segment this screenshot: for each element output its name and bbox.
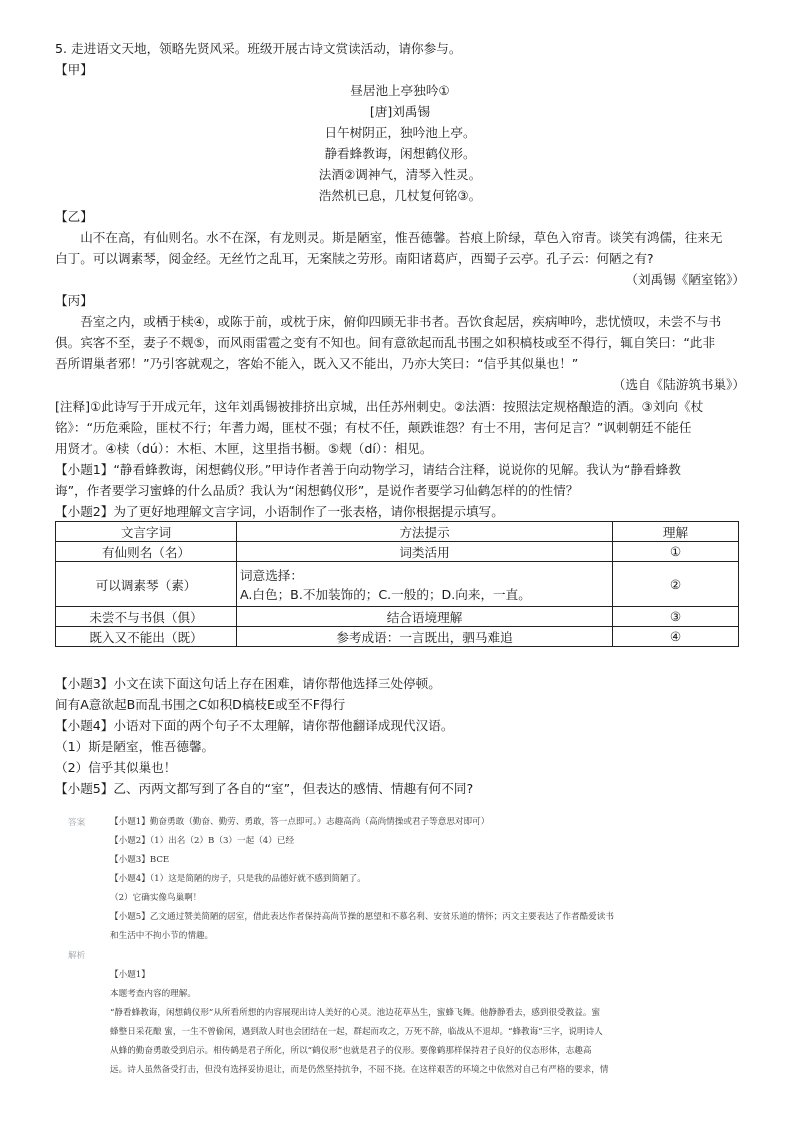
analysis-line: 本题考查内容的理解。 — [110, 989, 196, 999]
yi-text-line: 白丁。可以调素琴，阅金经。无丝竹之乱耳，无案牍之劳形。南阳诸葛庐，西蜀子云亭。孔子云：何陋之有? — [55, 251, 654, 266]
table-cell-word: 未尝不与书俱（俱） — [56, 607, 237, 627]
analysis-line: “静看蜂教诲，闲想鹤仪形”从所看所想的内容展现出诗人美好的心灵。池边花草丛生，蜜蜂飞舞。他静静看去，感到很受教益。蜜 — [110, 1008, 601, 1018]
answer-line: 【小题3】BCE — [110, 855, 170, 865]
table-cell-answer: ④ — [613, 627, 739, 647]
table-row — [56, 562, 739, 607]
question-2: 【小题2】为了更好地理解文言字词，小语制作了一张表格，请你根据提示填写。 — [55, 504, 504, 519]
analysis-line: 从蜂的勤奋勇敢受到启示。相传鹤是君子所化，所以“鹤仪形”也就是君子的仪形。要像鹤那样保持君子良好的仪态形体，志趣高 — [110, 1046, 592, 1056]
question-1-line: 诲”，作者要学习蜜蜂的什么品质？我认为“闲想鹤仪形”，是说作者要学习仙鹤怎样的的性情？ — [55, 483, 579, 498]
poem-line: 浩然机已息，几杖复何铭③。 — [318, 188, 482, 203]
poem-author: [唐]刘禹锡 — [369, 104, 431, 119]
notes-line: 用贤才。④椟（dú）：木柜、木匣，这里指书橱。⑤觌（dí）：相见。 — [55, 441, 433, 456]
table-cell-word: 有仙则名（名） — [56, 542, 237, 562]
table-cell-word: 既入又不能出（既） — [56, 627, 237, 647]
table-cell-answer: ③ — [613, 607, 739, 627]
yi-source: （刘禹锡《陋室铭》） — [625, 272, 745, 287]
table-header: 理解 — [613, 522, 739, 542]
analysis-label: 解析 — [68, 951, 86, 961]
table-cell-word: 可以调素琴（素） — [56, 562, 237, 607]
question-4-item: （2）信乎其似巢也！ — [55, 760, 177, 775]
yi-text-line: 山不在高，有仙则名。水不在深，有龙则灵。斯是陋室，惟吾德馨。苔痕上阶绿，草色入帘青。谈笑有鸿儒，往来无 — [80, 230, 723, 245]
question-3: 【小题3】小文在读下面这句话上存在困难，请你帮他选择三处停顿。 — [55, 676, 441, 691]
vocab-table — [55, 521, 739, 647]
analysis-line: 【小题1】 — [110, 970, 150, 980]
answer-line: 【小题5】乙文通过赞美简陋的居室，借此表达作者保持高尚节操的愿望和不慕名利、安贫乐道的情怀；丙文主要表达了作者酷爱读书 — [110, 912, 614, 922]
answer-line: 和生活中不拘小节的情趣。 — [110, 931, 214, 941]
question-1-line: 【小题1】“静看蜂教诲，闲想鹤仪形。”甲诗作者善于向动物学习，请结合注释，说说你的见解。我认为“静看蜂教 — [55, 462, 681, 477]
analysis-line: 蜂整日采花酿 蜜，一生不曾偷闲，遇到敌人时也会团结在一起，群起而攻之，万死不辞，临战从不退却。“蜂教诲”三字，说明诗人 — [110, 1027, 603, 1037]
analysis-block — [110, 966, 742, 1080]
method-title: 词意选择： — [240, 568, 303, 583]
poem-line: 日午树阴正，独吟池上亭。 — [324, 125, 476, 140]
answer-line: 【小题4】（1）这是简陋的房子，只是我的品德好就不感到简陋了。 — [110, 874, 366, 884]
answer-line: 【小题2】（1）出名（2）B（3）一起（4）已经 — [110, 836, 295, 846]
table-row — [56, 627, 739, 647]
table-cell-method — [237, 562, 613, 607]
answer-label: 答案 — [68, 818, 86, 828]
table-row — [56, 607, 739, 627]
question-5: 【小题5】乙、丙两文都写到了各自的“室”，但表达的感情、情趣有何不同? — [55, 781, 474, 796]
table-header-row — [56, 522, 739, 542]
answer-line: （2）它确实像鸟巢啊！ — [110, 893, 202, 903]
section-label-yi: 【乙】 — [55, 209, 93, 224]
bing-source: （选自《陆游筑书巢》） — [612, 377, 745, 392]
table-cell-method: 结合语境理解 — [237, 607, 613, 627]
section-label-jia: 【甲】 — [55, 62, 93, 77]
question-4: 【小题4】小语对下面的两个句子不太理解，请你帮他翻译成现代汉语。 — [55, 718, 454, 733]
analysis-line: 远。诗人虽然备受打击，但没有选择妥协退让，而是仍然坚持抗争，不屈不挠。在这样艰苦的环境之中依然对自己有严格的要求，情 — [110, 1065, 609, 1075]
section-label-bing: 【丙】 — [55, 293, 93, 308]
question-4-item: （1）斯是陋室，惟吾德馨。 — [55, 739, 215, 754]
poem-line: 法酒②调神气，清琴入性灵。 — [318, 167, 482, 182]
table-header: 方法提示 — [237, 522, 613, 542]
table-cell-method: 参考成语：一言既出，驷马难追 — [237, 627, 613, 647]
table-header: 文言字词 — [56, 522, 237, 542]
question-intro: 5. 走进语文天地，领略先贤风采。班级开展古诗文赏读活动，请你参与。 — [55, 41, 462, 56]
table-row — [56, 542, 739, 562]
answer-block — [110, 813, 742, 946]
table-cell-method: 词类活用 — [237, 542, 613, 562]
poem-title: 昼居池上亭独吟① — [350, 83, 450, 98]
bing-text-line: 俱。宾客不至，妻子不觌⑤，而风雨雷雹之变有不知也。间有意欲起而乱书围之如积槁枝或至不得行，辄自笑曰：“此非 — [55, 335, 716, 350]
question-3-sentence: 间有A意欲起B而乱书围之C如积D槁枝E或至不F得行 — [55, 697, 346, 712]
notes-line: [注释]①此诗写于开成元年，这年刘禹锡被排挤出京城，出任苏州刺史。②法酒：按照法定规格酿造的酒。③刘向《杖 — [55, 399, 704, 414]
bing-text-line: 吾所谓巢者邪！”乃引客就观之，客始不能入，既入又不能出，乃亦大笑曰：“信乎其似巢也！” — [55, 356, 579, 371]
notes-line: 铭》：“历危乘险，匪杖不行；年耆力竭，匪杖不强；有杖不任，颠跌谁怨？有士不用，害何足言？”讽刺朝廷不能任 — [55, 420, 692, 435]
table-cell-answer: ① — [613, 542, 739, 562]
poem-line: 静看蜂教诲，闲想鹤仪形。 — [324, 146, 476, 161]
method-options: A.白色；B.不加装饰的；C.一般的；D.向来，一直。 — [240, 587, 531, 602]
bing-text-line: 吾室之内，或栖于椟④，或陈于前，或枕于床，俯仰四顾无非书者。吾饮食起居，疾病呻吟，悲忧愤叹，未尝不与书 — [80, 314, 722, 329]
answer-line: 【小题1】勤奋勇敢（勤奋、勤劳、勇敢，答一点即可。）志趣高尚（高尚情操或君子等意思对即可） — [110, 817, 490, 827]
table-cell-answer: ② — [613, 562, 739, 607]
